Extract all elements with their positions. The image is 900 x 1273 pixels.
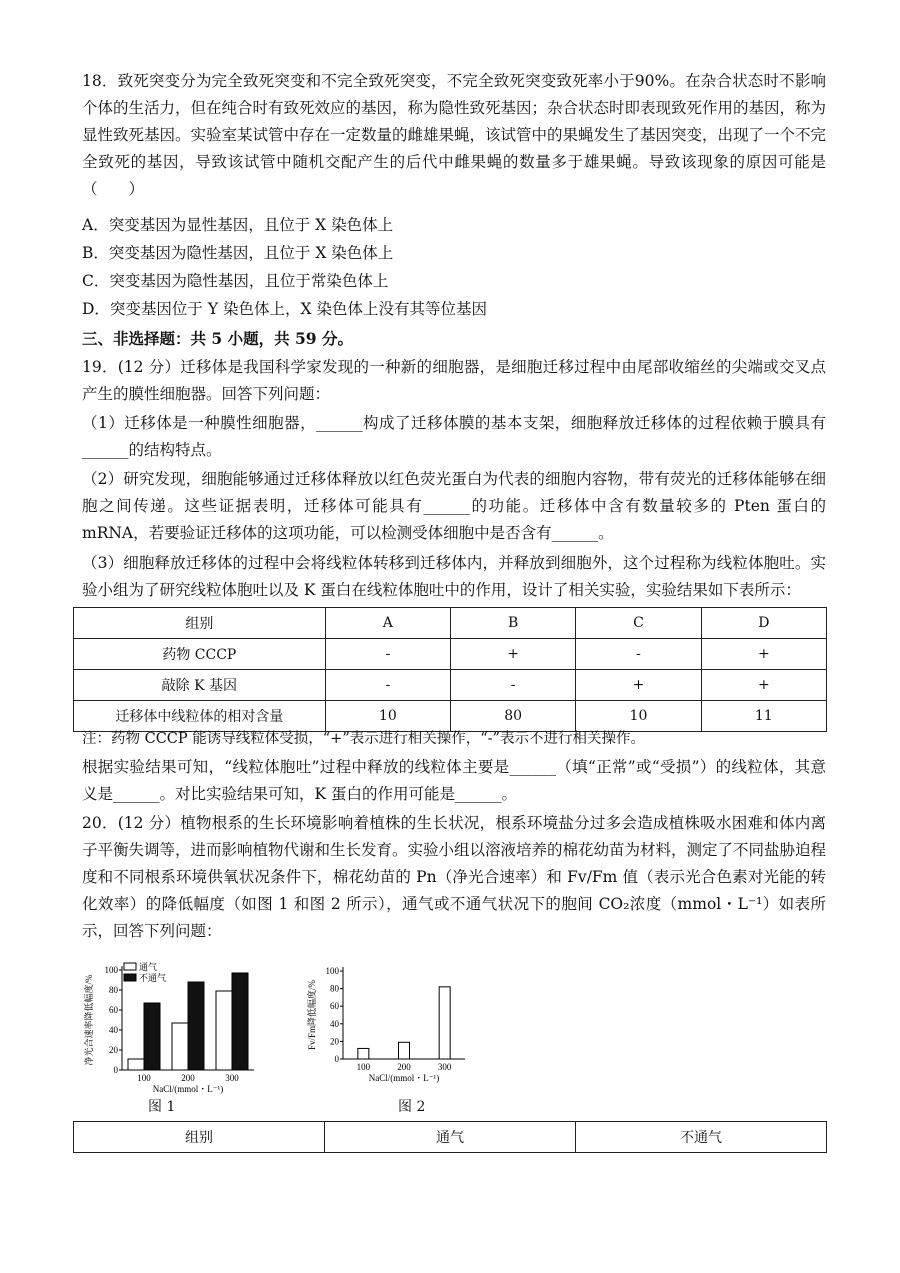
bar [172, 1023, 188, 1070]
table-cell: 10 [325, 701, 450, 732]
y-tick-label: 40 [330, 1018, 339, 1029]
co2-table [73, 1121, 827, 1153]
q19-table-note: 注：药物 CCCP 能诱导线粒体受损，“+”表示进行相关操作，“-”表示不进行相关操作。 [82, 731, 645, 747]
table-cell: 11 [701, 701, 826, 732]
y-tick-label: 60 [109, 1005, 118, 1015]
x-tick-label: 100 [137, 1073, 151, 1083]
table-cell: A [325, 608, 450, 639]
q19-stem: 19．(12 分）迁移体是我国科学家发现的一种新的细胞器，是细胞迁移过程中由尾部收缩丝的尖端或交叉点产生的膜性细胞器。回答下列问题： [82, 358, 826, 403]
table-cell: + [701, 670, 826, 701]
figure-2-caption: 图 2 [398, 1099, 426, 1115]
x-axis-label: NaCl/(mmol・L⁻¹) [152, 1084, 224, 1094]
table-row [74, 1122, 827, 1153]
figure-1-caption: 图 1 [148, 1099, 176, 1115]
y-tick-label: 40 [109, 1025, 118, 1035]
legend-label: 通气 [139, 962, 158, 972]
y-axis-label: Fv/Fm降低幅度/% [307, 979, 317, 1051]
q18-option-d: D．突变基因位于 Y 染色体上，X 染色体上没有其等位基因 [82, 300, 487, 318]
table-header-group: 组别 [74, 1122, 325, 1153]
q19-part3: （3）细胞释放迁移体的过程中会将线粒体转移到迁移体内，并释放到细胞外，这个过程称为线粒体胞吐。实验小组为了研究线粒体胞吐以及 K 蛋白在线粒体胞吐中的作用，设计了相关实验，实验结果如下表所示： [82, 554, 826, 599]
bar [128, 1059, 144, 1070]
table-row [74, 608, 827, 639]
table-cell: - [451, 670, 576, 701]
table-row [74, 639, 827, 670]
table-cell: 80 [451, 701, 576, 732]
figure-2-chart [305, 955, 475, 1095]
x-axis-label: NaCl/(mmol・L⁻¹) [368, 1073, 440, 1083]
y-tick-label: 80 [109, 985, 118, 995]
y-tick-label: 100 [104, 965, 118, 975]
y-tick-label: 100 [325, 966, 339, 976]
x-tick-label: 100 [356, 1062, 371, 1072]
y-tick-label: 20 [109, 1045, 118, 1055]
table-cell: D [701, 608, 826, 639]
q20-stem: 20．(12 分）植物根系的生长环境影响着植株的生长状况，根系环境盐分过多会造成植株吸水困难和体内离子平衡失调等，进而影响植物代谢和生长发育。实验小组以溶液培养的棉花幼苗为材料，测定了不同盐胁迫程度和不同根系环境供氧状况条件下，棉花幼苗的 Pn（净光合速率）和 Fv/Fm 值（表示光合色素对光能的转化效率）的降低幅度（如图 1 和图 2 所示），通气或不通气状况下的胞间 CO₂浓度（mmol・L⁻¹）如表所示，回答下列问题： [82, 814, 827, 940]
bar [399, 1042, 410, 1059]
table-cell: 迁移体中线粒体的相对含量 [74, 701, 326, 732]
q18-option-a: A．突变基因为显性基因，且位于 X 染色体上 [82, 216, 394, 234]
bar [144, 1003, 160, 1070]
table-cell: - [325, 639, 450, 670]
legend-swatch [124, 974, 136, 981]
table-cell: + [701, 639, 826, 670]
x-tick-label: 200 [181, 1073, 195, 1083]
q19-part2: （2）研究发现，细胞能够通过迁移体释放以红色荧光蛋白为代表的细胞内容物，带有荧光的迁移体能够在细胞之间传递。这些证据表明，迁移体可能具有______的功能。迁移体中含有数量较多的 Pten 蛋白的 mRNA，若要验证迁移体的这项功能，可以检测受体细胞中是否含有______。 [82, 470, 826, 542]
bar [232, 973, 248, 1070]
table-cell: 10 [576, 701, 701, 732]
y-tick-label: 0 [113, 1065, 118, 1075]
figure-1-chart [82, 955, 262, 1095]
table-cell: C [576, 608, 701, 639]
table-cell: 药物 CCCP [74, 639, 326, 670]
table-cell: + [451, 639, 576, 670]
experiment-table [73, 607, 827, 732]
table-cell: 组别 [74, 608, 326, 639]
y-tick-label: 0 [334, 1054, 339, 1064]
q19-part3-questions: 根据实验结果可知，“线粒体胞吐”过程中释放的线粒体主要是______（填“正常”或“受损”）的线粒体，其意义是______。对比实验结果可知，K 蛋白的作用可能是______。 [82, 758, 826, 803]
table-cell: B [451, 608, 576, 639]
table-cell: - [325, 670, 450, 701]
section-heading: 三、非选择题：共 5 小题，共 59 分。 [82, 329, 353, 348]
table-cell: - [576, 639, 701, 670]
table-header-unaerated: 不通气 [576, 1122, 827, 1153]
legend-swatch [124, 963, 136, 970]
x-tick-label: 300 [437, 1062, 452, 1072]
table-cell: 敲除 K 基因 [74, 670, 326, 701]
q18-option-c: C．突变基因为隐性基因，且位于常染色体上 [82, 272, 389, 290]
table-header-aerated: 通气 [325, 1122, 576, 1153]
q18-stem: 18．致死突变分为完全致死突变和不完全致死突变，不完全致死突变致死率小于90%。在杂合状态时不影响个体的生活力，但在纯合时有致死效应的基因，称为隐性致死基因；杂合状态时即表现致死作用的基因，称为显性致死基因。实验室某试管中存在一定数量的雌雄果蝇，该试管中的果蝇发生了基因突变，出现了一个不完全致死的基因，导致该试管中随机交配产生的后代中雌果蝇的数量多于雄果蝇。导致该现象的原因可能是（ ） [82, 72, 827, 198]
q19-part1: （1）迁移体是一种膜性细胞器，______构成了迁移体膜的基本支架，细胞释放迁移体的过程依赖于膜具有______的结构特点。 [82, 414, 826, 459]
y-tick-label: 80 [330, 983, 339, 994]
x-tick-label: 300 [225, 1073, 239, 1083]
y-tick-label: 20 [330, 1036, 339, 1047]
bar [439, 987, 450, 1059]
q18-option-b: B．突变基因为隐性基因，且位于 X 染色体上 [82, 244, 394, 262]
x-tick-label: 200 [397, 1062, 411, 1072]
table-row [74, 670, 827, 701]
bar [216, 991, 232, 1070]
y-axis-label: 净光合速率降低幅度/% [84, 974, 94, 1066]
table-cell: + [576, 670, 701, 701]
y-tick-label: 60 [330, 1001, 339, 1012]
bar [358, 1048, 369, 1059]
bar [188, 982, 204, 1070]
legend-label: 不通气 [139, 973, 167, 983]
